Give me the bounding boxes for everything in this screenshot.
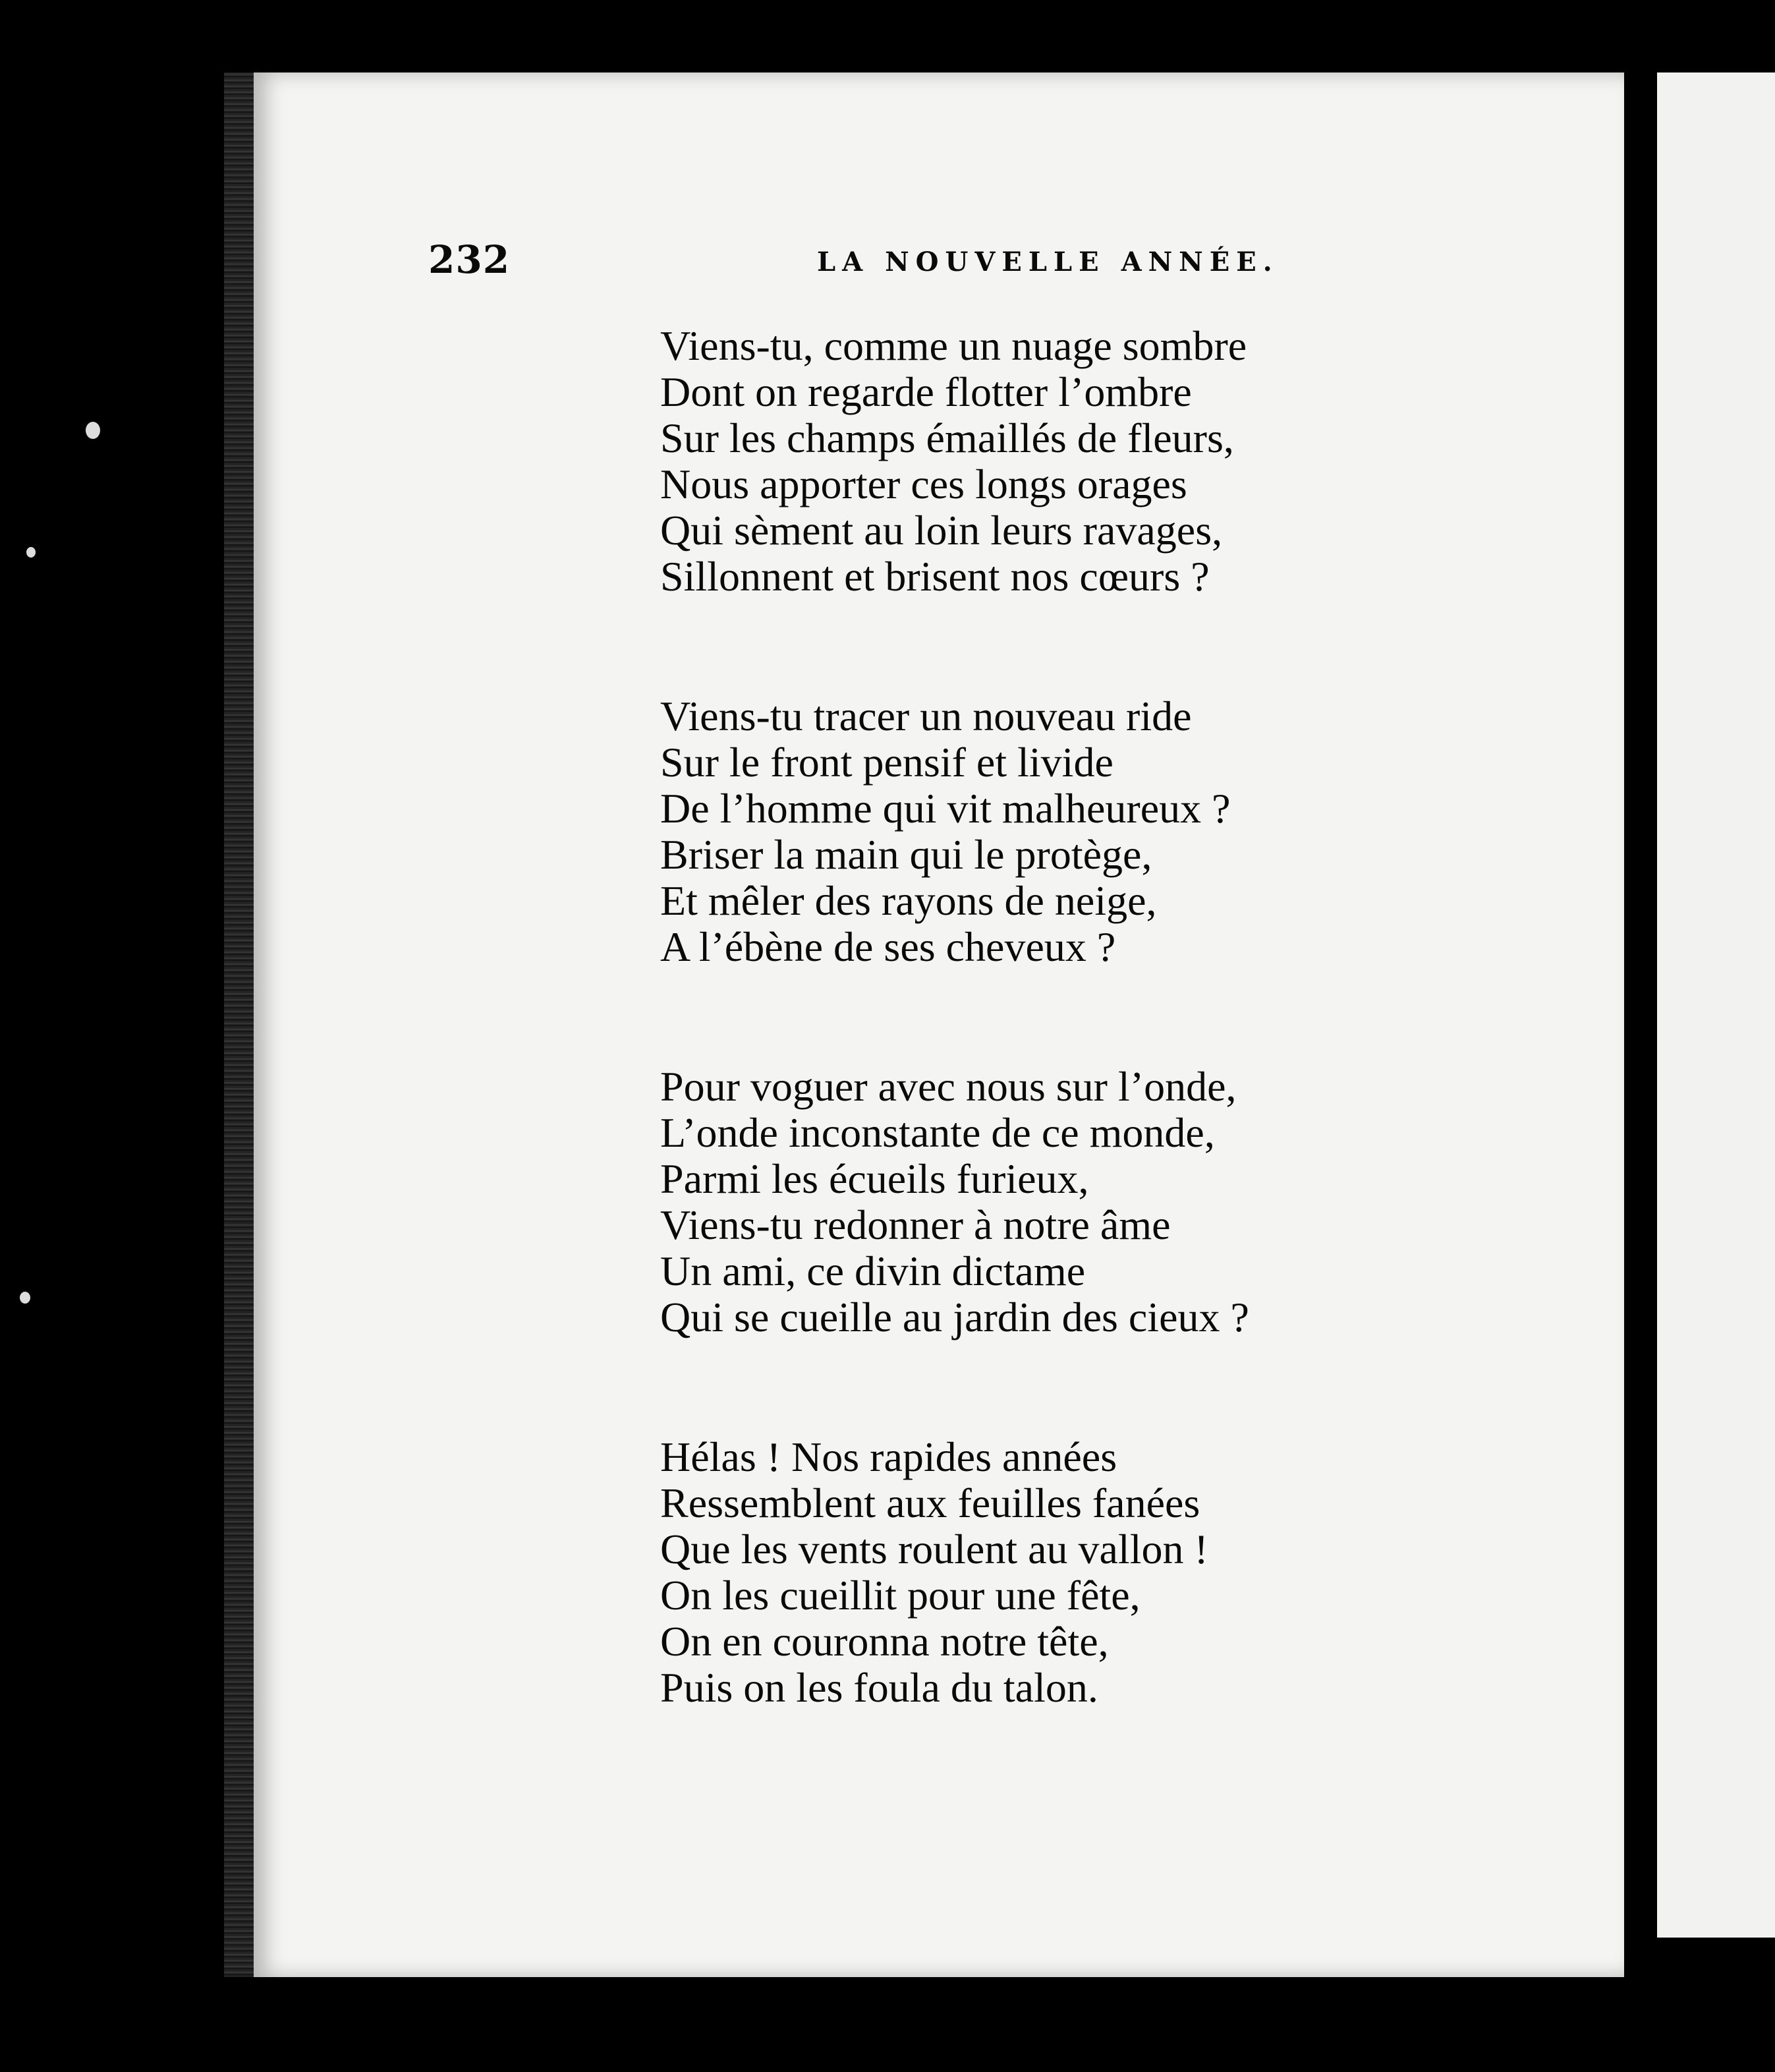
verse-line: Viens-tu tracer un nouveau ride	[660, 693, 1192, 739]
verse-line: Sillonnent et brisent nos cœurs ?	[660, 553, 1210, 600]
verse-line: Viens-tu, comme un nuage sombre	[660, 322, 1247, 369]
book-spine	[224, 72, 257, 1977]
verse-line: Viens-tu redonner à notre âme	[660, 1201, 1171, 1248]
verse-line: Puis on les foula du talon.	[660, 1664, 1098, 1711]
verse-line: Un ami, ce divin dictame	[660, 1248, 1086, 1294]
stanza	[660, 693, 1424, 970]
scan-speck	[26, 547, 36, 558]
verse-line: Sur les champs émaillés de fleurs,	[660, 415, 1234, 461]
verse-line: A l’ébène de ses cheveux ?	[660, 923, 1116, 970]
adjacent-page-edge	[1657, 72, 1775, 1938]
verse-line: Ressemblent aux feuilles fanées	[660, 1480, 1200, 1526]
running-title: LA NOUVELLE ANNÉE.	[817, 246, 1279, 277]
verse-line: Parmi les écueils furieux,	[660, 1155, 1089, 1202]
verse-line: Nous apporter ces longs orages	[660, 461, 1187, 507]
stanza	[660, 1434, 1424, 1711]
scan-speck	[20, 1292, 30, 1304]
verse-line: L’onde inconstante de ce monde,	[660, 1109, 1215, 1156]
verse-line: Dont on regarde flotter l’ombre	[660, 368, 1192, 415]
scan-speck	[86, 422, 100, 439]
verse-line: Et mêler des rayons de neige,	[660, 877, 1157, 924]
verse-line: On les cueillit pour une fête,	[660, 1572, 1141, 1619]
verse-line: De l’homme qui vit malheureux ?	[660, 785, 1231, 832]
stanza	[660, 323, 1424, 600]
verse-line: Qui sèment au loin leurs ravages,	[660, 507, 1223, 554]
verse-line: Hélas ! Nos rapides années	[660, 1433, 1117, 1480]
verse-line: Qui se cueille au jardin des cieux ?	[660, 1294, 1249, 1340]
verse-line: Que les vents roulent au vallon !	[660, 1526, 1208, 1572]
poem-body	[660, 323, 1424, 1804]
verse-line: Sur le front pensif et livide	[660, 739, 1113, 786]
page-header	[428, 237, 1384, 290]
verse-line: Pour voguer avec nous sur l’onde,	[660, 1063, 1237, 1110]
verse-line: Briser la main qui le protège,	[660, 831, 1152, 878]
verse-line: On en couronna notre tête,	[660, 1618, 1109, 1665]
stanza	[660, 1064, 1424, 1340]
page-number: 232	[428, 237, 511, 282]
